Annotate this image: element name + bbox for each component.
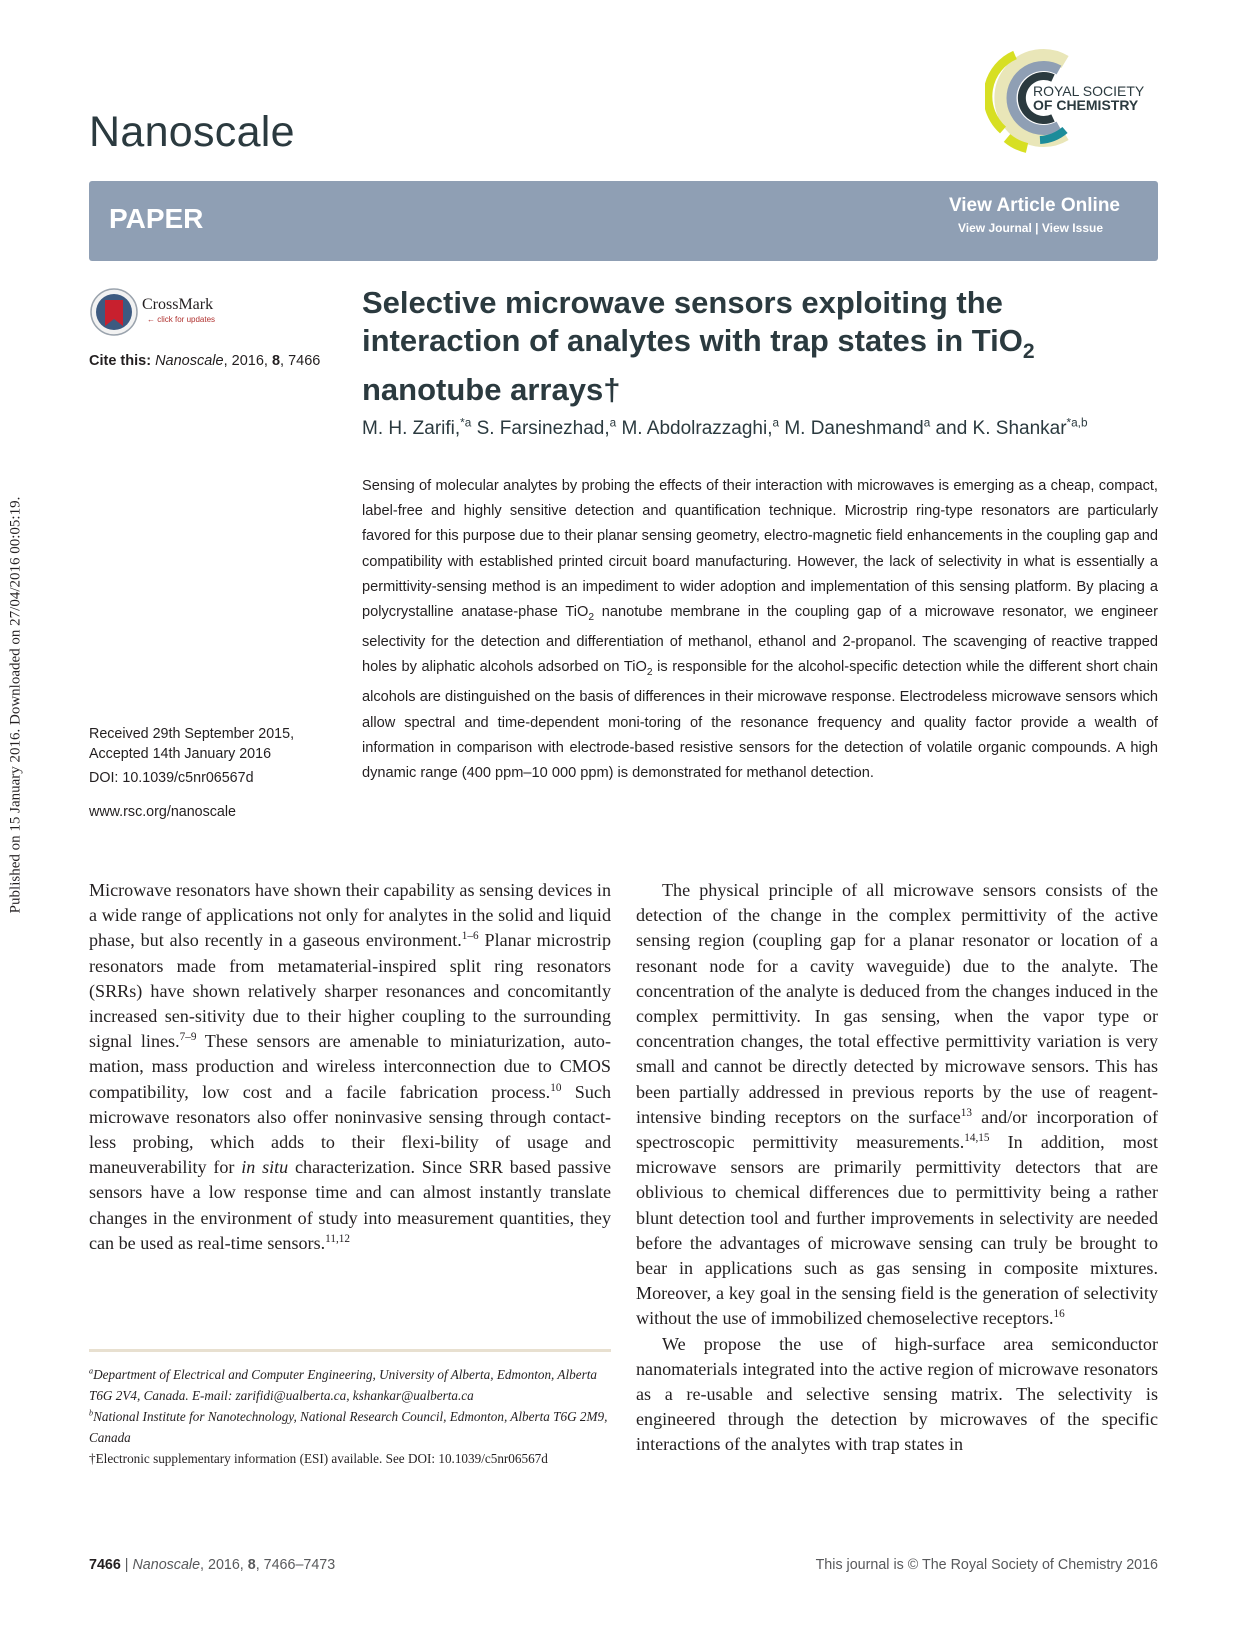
crossmark-icon bbox=[89, 287, 139, 337]
reference-link[interactable]: 7–9 bbox=[179, 1031, 197, 1044]
affiliation-a: $^a$Department of Electrical and Computer Engineering, University of Alberta, Edmonton, Alberta T6G 2V4, Canada. E-mail: zarifidi@ualberta.ca, kshankar@ualberta.ca bbox=[89, 1366, 597, 1403]
rsc-logo-line2: OF CHEMISTRY bbox=[1033, 97, 1139, 113]
rsc-logo-line1: ROYAL SOCIETY bbox=[1033, 83, 1145, 99]
reference-link[interactable]: 1–6 bbox=[461, 930, 479, 943]
accepted-date: Accepted 14th January 2016 bbox=[89, 746, 272, 762]
author-affiliation: a bbox=[923, 416, 931, 430]
abstract: Sensing of molecular analytes by probing the effects of their interaction with microwaves is emerging as a cheap, compact, label-free and highly sensitive detection and quantification technique. Microstrip ring-type resonators are particularly favored for this purpose due to their planar sensing geometry, electro-magnetic field enhancements in the coupling gap and compatibility with established printed circuit board manufacturing. However, the lack of selectivity in what is essentially a permittivity-sensing method is an impediment to wider adoption and implementation of this sensing platform. By placing a polycrystalline anatase-phase TiO$_2$ nanotube membrane in the coupling gap of a microwave resonator, we engineer selectivity for the detection and differentiation of methanol, ethanol and 2-propanol. The scavenging of reactive trapped holes by aliphatic alcohols adsorbed on TiO$_2$ is responsible for the alcohol-specific detection while the different short chain alcohols are distinguished on the basis of differences in their microwave response. Electrodeless microwave sensors which allow spectral and time-dependent moni-toring of the resonance frequency and quality factor provide a wealth of information in comparison with electrode-based resistive sensors for the detection of volatile organic compounds. A high dynamic range (400 ppm–10 000 ppm) is demonstrated for methanol detection. bbox=[362, 478, 1158, 782]
body-column-left bbox=[89, 878, 611, 1256]
link-separator: | bbox=[1035, 221, 1039, 235]
rsc-logo bbox=[985, 40, 1155, 155]
reference-link[interactable]: 16 bbox=[1053, 1308, 1065, 1321]
title-line-2: interaction of analytes with trap states in TiO$_2$ bbox=[362, 323, 1035, 364]
body-paragraph: Microwave resonators have shown their capability as sensing devices in a wide range of applications not only for analytes in the solid and liquid phase, but also recently in a gaseous environment.$^{1-6}$ Planar microstrip resonators made from metamaterial-inspired split ring resonators (SRRs) have shown relatively sharper resonances and concomitantly increased sen-sitivity due to their higher coupling to the surrounding signal lines.$^{7-9}$ These sensors are amenable to miniaturization, auto-mation, mass production and wireless interconnection due to CMOS compatibility, low cost and a facile fabrication process.$^{10}$ Such microwave resonators also offer noninvasive sensing through contact-less probing, which adds to their flexi-bility of usage and maneuverability for in situ characterization. Since SRR based passive sensors have a low response time and can almost instantly translate changes in the environment of study into measurement quantities, they can be used as real-time sensors.$^{11,12}$ bbox=[89, 880, 611, 1253]
arrow-left-icon: ← bbox=[147, 315, 158, 324]
view-issue-link[interactable]: View Issue bbox=[1041, 221, 1103, 235]
page-number: 7466 bbox=[89, 1557, 121, 1573]
body-paragraph: The physical principle of all microwave sensors consists of the detection of the change in the complex permittivity of the active sensing region (coupling gap for a planar resonator or location of a resonant node for a cavity waveguide) due to the analyte. The concentration of the analyte is deduced from the changes induced in the complex permittivity. In gas sensing, when the vapor type or concentration changes, the total effective permittivity variation is very small and cannot be directly detected by microwave sensors. This has been partially addressed in previous reports by the use of reagent-intensive binding receptors on the surface$^{13}$ and/or incorporation of spectroscopic permittivity measurements.$^{14,15}$ In addition, most microwave sensors are primarily permittivity detectors that are oblivious to chemical differences due to permittivity being a rather blunt detection tool and further improvements in selectivity are needed before the advantages of microwave sensing can truly be brought to bear in applications such as gas sensing in composite mixtures. Moreover, a key goal in the sensing field is the generation of selectivity without the use of immobilized chemoselective receptors.$^{16}$ bbox=[636, 880, 1159, 1329]
article-title bbox=[362, 284, 1152, 409]
crossmark-subtitle: ← click for updates bbox=[147, 315, 216, 324]
author: M. H. Zarifi, bbox=[362, 418, 461, 439]
page-footer-left: 7466 | Nanoscale, 2016, 8, 7466–7473 bbox=[89, 1557, 336, 1573]
footnote-divider bbox=[89, 1349, 611, 1352]
affiliation-b: $^b$National Institute for Nanotechnology, National Research Council, Edmonton, Alberta T6G 2M9, Canada bbox=[89, 1408, 608, 1445]
view-journal-link[interactable]: View Journal bbox=[957, 221, 1032, 235]
received-date: Received 29th September 2015, bbox=[89, 726, 295, 742]
author-affiliation: a bbox=[772, 416, 780, 430]
cite-volume: 8 bbox=[271, 353, 281, 369]
author-affiliation: *a bbox=[460, 416, 472, 430]
author: M. Abdolrazzaghi, bbox=[616, 418, 773, 439]
cite-prefix: Cite this: bbox=[89, 353, 152, 369]
author: and K. Shankar bbox=[930, 418, 1067, 439]
article-type: PAPER bbox=[109, 203, 204, 234]
cite-page: , 7466 bbox=[280, 353, 321, 369]
crossmark-title: CrossMark bbox=[142, 296, 214, 313]
author: S. Farsinezhad, bbox=[471, 418, 610, 439]
title-line-3: nanotube arrays† bbox=[362, 372, 621, 408]
reference-link[interactable]: 13 bbox=[960, 1106, 972, 1119]
copyright-notice: This journal is © The Royal Society of Chemistry 2016 bbox=[815, 1557, 1158, 1573]
doi[interactable]: DOI: 10.1039/c5nr06567d bbox=[89, 770, 254, 786]
esi-note: †Electronic supplementary information (ESI) available. See DOI: 10.1039/c5nr06567d bbox=[89, 1451, 548, 1466]
body-column-right bbox=[636, 878, 1158, 1458]
journal-name: Nanoscale bbox=[89, 108, 295, 156]
abstract-subscript: 2 bbox=[588, 611, 595, 623]
title-dagger[interactable]: † bbox=[603, 372, 621, 408]
cite-year: , 2016, bbox=[223, 353, 272, 369]
journal-url-link[interactable]: www.rsc.org/nanoscale bbox=[89, 804, 237, 820]
title-subscript: 2 bbox=[1022, 340, 1035, 364]
author-affiliation: a bbox=[609, 416, 617, 430]
view-links bbox=[958, 221, 1103, 235]
footnotes bbox=[89, 1364, 611, 1469]
download-stamp bbox=[6, 470, 26, 940]
author-list bbox=[362, 418, 1162, 440]
article-type-banner bbox=[89, 181, 1158, 261]
citation bbox=[89, 353, 320, 369]
reference-link[interactable]: 14,15 bbox=[964, 1132, 990, 1144]
body-paragraph: We propose the use of high-surface area semiconductor nanomaterials integrated into the active region of microwave resonators as a re-usable and selective sensing matrix. The selectivity is engineered through the detection by microwaves of the specific interactions of the analytes with trap states in bbox=[636, 1333, 1158, 1455]
crossmark-badge[interactable] bbox=[89, 287, 229, 339]
reference-link[interactable]: 10 bbox=[550, 1081, 562, 1094]
cite-journal: Nanoscale bbox=[155, 353, 224, 369]
received-dates bbox=[89, 724, 294, 764]
view-article-online-link[interactable]: View Article Online bbox=[948, 195, 1120, 216]
author: M. Daneshmand bbox=[779, 418, 924, 439]
abstract-subscript: 2 bbox=[646, 667, 653, 679]
download-stamp-text: Published on 15 January 2016. Downloaded on 27/04/2016 00:05:19. bbox=[7, 496, 24, 914]
reference-link[interactable]: 11,12 bbox=[325, 1232, 350, 1245]
author-affiliation: *a,b bbox=[1066, 416, 1088, 430]
title-line-1: Selective microwave sensors exploiting the bbox=[362, 285, 1003, 320]
